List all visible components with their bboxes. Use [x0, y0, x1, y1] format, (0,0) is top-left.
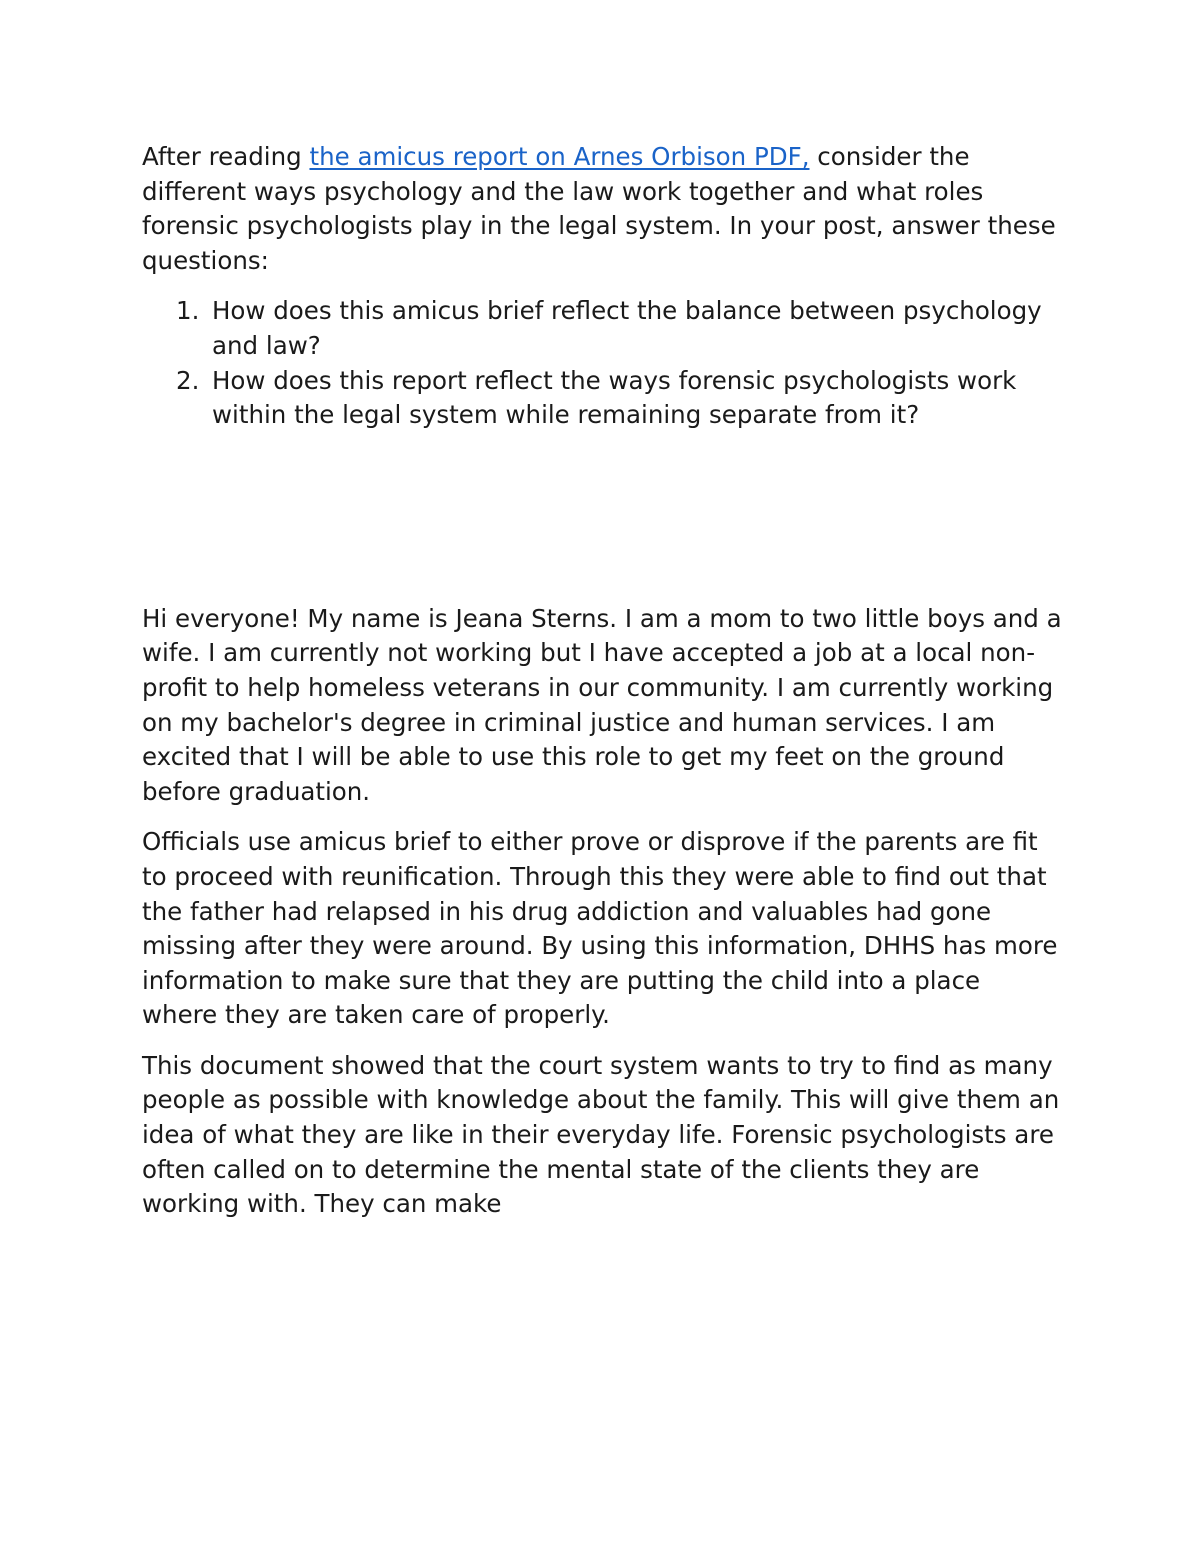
intro-text-after-link: consider the different ways psychology and the law work together and what roles forensic psychologists play in the legal system. In your post, answer these questions:: [142, 142, 1056, 275]
question-text: How does this amicus brief reflect the balance between psychology and law?: [212, 296, 1042, 360]
question-text: How does this report reflect the ways forensic psychologists work within the legal system while remaining separate from it?: [212, 365, 1017, 430]
amicus-report-link[interactable]: the amicus report on Arnes Orbison PDF,: [309, 142, 810, 171]
response-paragraph: Officials use amicus brief to either prove or disprove if the parents are fit to proceed with reunification. Through this they were able to find out that the father had relapsed in his drug addiction and valuables had gone missing after they were around. By using this information, DHHS has more information to make sure that they are putting the child into a place where they are taken care of properly.: [142, 827, 1058, 1030]
question-item: [142, 294, 1062, 363]
assignment-intro: [142, 140, 1062, 278]
question-list: [142, 294, 1062, 432]
question-number: 2.: [176, 365, 200, 395]
response-paragraph: This document showed that the court system wants to try to find as many people as possible with knowledge about the family. This will give them an idea of what they are like in their everyday life. Forensic psychologists are often called on to determine the mental state of the clients they are working with. They can make: [142, 1050, 1060, 1219]
question-number: 1.: [176, 296, 200, 326]
question-item: [142, 364, 1062, 433]
document-body: [142, 140, 1062, 1238]
response-paragraph: Hi everyone! My name is Jeana Sterns. I am a mom to two little boys and a wife. I am currently not working but I have accepted a job at a local non-profit to help homeless veterans in our community. I am currently working on my bachelor's degree in criminal justice and human services. I am excited that I will be able to use this role to get my feet on the ground before graduation.: [142, 603, 1062, 806]
intro-text-before-link: After reading: [142, 142, 310, 171]
blank-space: [142, 433, 1062, 602]
